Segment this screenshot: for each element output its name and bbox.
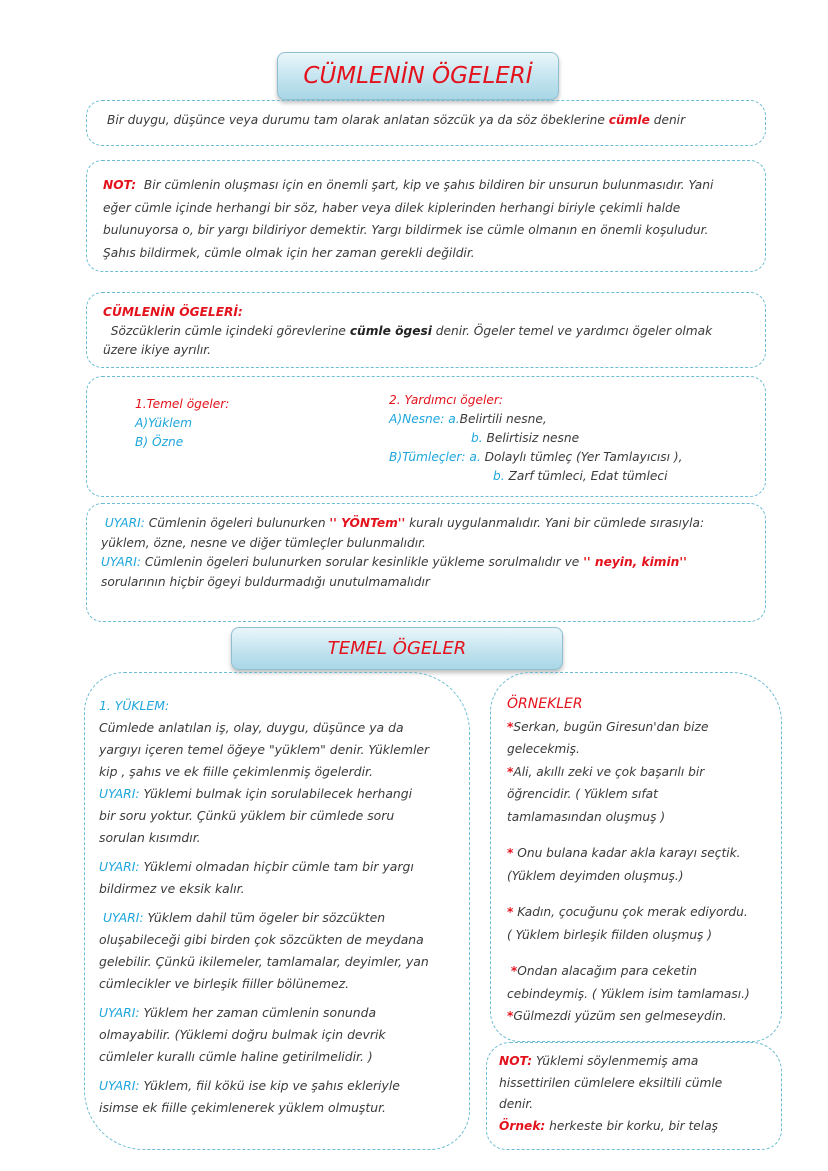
yuklem-text: Yüklem, fiil kökü ise kip ve şahıs ekleriyle <box>143 1078 400 1093</box>
asterisk-icon: * <box>507 905 514 919</box>
warning-label: UYARI: <box>99 786 140 801</box>
yuklem-text: Cümlede anlatılan iş, olay, duygu, düşünce ya da <box>99 720 404 735</box>
definition-text: Bir duygu, düşünce veya durumu tam olarak anlatan sözcük ya da söz öbeklerine <box>107 113 609 127</box>
yuklem-text: yargıyı içeren temel öğeye "yüklem" denir. Yüklemler <box>99 742 430 757</box>
warning-text: yüklem, özne, nesne ve diğer tümleçler bulunmalıdır. <box>101 535 426 550</box>
warning-label: UYARI: <box>99 1078 140 1093</box>
warning-label: UYARI: <box>102 910 144 925</box>
example-text: ( Yüklem birleşik fiilden oluşmuş ) <box>507 927 713 942</box>
example-text: gelecekmiş. <box>507 742 580 756</box>
basic-element-item: B) Özne <box>135 435 184 449</box>
aux-elements-heading: 2. Yardımcı ögeler: <box>389 393 503 407</box>
yuklem-text: bir soru yoktur. Çünkü yüklem bir cümlede soru <box>99 808 395 823</box>
item-mark: a. <box>469 450 481 464</box>
asterisk-icon: * <box>507 764 514 779</box>
yuklem-text: Yüklemi olmadan hiçbir cümle tam bir yargı <box>143 859 414 874</box>
ellipsis-note-box <box>486 1042 782 1150</box>
warning-label: UYARI: <box>101 555 141 569</box>
note-text: hissettirilen cümlelere eksiltili cümle <box>499 1075 723 1090</box>
asterisk-icon: * <box>507 1009 514 1023</box>
warning-label: UYARI: <box>99 859 140 874</box>
elements-text: Sözcüklerin cümle içindeki görevlerine <box>110 324 350 338</box>
note-label: NOT: <box>103 178 137 192</box>
yuklem-text: isimse ek fiille çekimlenerek yüklem olmuştur. <box>99 1100 386 1115</box>
example-text: tamlamasından oluşmuş ) <box>507 809 666 824</box>
warnings-box <box>86 503 766 622</box>
example-text: Ondan alacağım para ceketin <box>517 964 697 978</box>
yuklem-text: sorulan kısımdır. <box>99 830 201 845</box>
basic-elements-heading: 1.Temel ögeler: <box>135 397 230 411</box>
warning-label: UYARI: <box>104 516 145 530</box>
element-types-box <box>86 376 766 497</box>
yuklem-text: Yüklem dahil tüm ögeler bir sözcükten <box>147 910 386 925</box>
note-line: Şahıs bildirmek, cümle olmak için her zaman gerekli değildir. <box>103 245 475 260</box>
examples-box <box>490 672 782 1042</box>
yuklem-text: kip , şahıs ve ek fiille çekimlenmiş ögelerdir. <box>99 764 373 779</box>
elements-bold: cümle ögesi <box>349 324 432 338</box>
yuklem-text: cümlecikler ve birleşik fiiller bölünemez. <box>99 976 350 991</box>
tumlec-label: B)Tümleçler: <box>389 450 466 464</box>
asterisk-icon: * <box>510 964 518 978</box>
examples-heading: ÖRNEKLER <box>507 696 583 712</box>
warning-label: UYARI: <box>99 1005 140 1020</box>
yuklem-text: olmayabilir. (Yüklemi doğru bulmak için devrik <box>99 1027 386 1042</box>
definition-box <box>86 100 766 146</box>
warning-text: Cümlenin ögeleri bulunurken sorular kesinlikle yükleme sorulmalıdır ve <box>144 555 584 569</box>
example-text: Serkan, bugün Giresun'dan bize <box>513 719 709 734</box>
warning-text: kuralı uygulanmalıdır. Yani bir cümlede sırasıyla: <box>405 516 705 530</box>
example-text: (Yüklem deyimden oluşmuş.) <box>507 868 684 883</box>
elements-heading: CÜMLENİN ÖGELERİ: <box>103 305 243 319</box>
tumlec-item: Zarf tümleci, Edat tümleci <box>508 469 668 483</box>
example-text: herkeste bir korku, bir telaş <box>549 1118 719 1133</box>
definition-highlight: cümle <box>608 113 650 127</box>
tumlec-item: Dolaylı tümleç (Yer Tamlayıcısı ), <box>484 450 683 464</box>
nesne-item: Belirtili nesne, <box>459 412 547 426</box>
yuklem-text: oluşabileceği gibi birden çok sözcükten de meydana <box>99 932 424 947</box>
example-text: cebindeymiş. ( Yüklem isim tamlaması.) <box>507 986 750 1001</box>
warning-text: sorularının hiçbir ögeyi buldurmadığı unutulmamalıdır <box>101 574 430 589</box>
elements-text: denir. Ögeler temel ve yardımcı ögeler olmak <box>431 324 713 338</box>
example-text: Gülmezdi yüzüm sen gelmeseydin. <box>513 1009 727 1023</box>
nesne-label: A)Nesne: <box>389 412 445 426</box>
nesne-item: Belirtisiz nesne <box>486 431 580 445</box>
warning-highlight: '' YÖNTem'' <box>329 516 406 530</box>
note-box <box>86 160 766 272</box>
elements-box <box>86 292 766 368</box>
warning-text: Cümlenin ögeleri bulunurken <box>148 516 330 530</box>
asterisk-icon: * <box>507 846 514 860</box>
yuklem-text: Yüklemi bulmak için sorulabilecek herhangi <box>143 786 413 801</box>
item-mark: b. <box>471 431 483 445</box>
note-label: NOT: <box>499 1054 533 1068</box>
note-text: Yüklemi söylenmemiş ama <box>535 1054 699 1068</box>
example-text: Onu bulana kadar akla karayı seçtik. <box>517 846 741 860</box>
section-banner <box>231 627 563 670</box>
yuklem-text: gelebilir. Çünkü ikilemeler, tamlamalar, deyimler, yan <box>99 954 429 969</box>
yuklem-text: bildirmez ve eksik kalır. <box>99 881 245 896</box>
section-title: TEMEL ÖGELER <box>327 638 467 659</box>
yuklem-text: Yüklem her zaman cümlenin sonunda <box>143 1005 377 1020</box>
example-text: Kadın, çocuğunu çok merak ediyordu. <box>517 905 748 919</box>
item-mark: a. <box>448 412 460 426</box>
warning-highlight: '' neyin, kimin'' <box>583 555 687 569</box>
note-line: bulunuyorsa o, bir yargı bildiriyor demektir. Yargı bildirmek ise cümle olmanın en önemli koşuludur. <box>103 223 709 237</box>
item-mark: b. <box>493 469 505 483</box>
basic-element-item: A)Yüklem <box>135 416 192 430</box>
yuklem-box <box>84 672 470 1150</box>
yuklem-heading: 1. YÜKLEM: <box>99 698 170 713</box>
definition-end: denir <box>649 113 686 127</box>
note-line: Bir cümlenin oluşması için en önemli şart, kip ve şahıs bildiren bir unsurun bulunmasıdır. Yani <box>143 178 714 192</box>
asterisk-icon: * <box>507 719 514 734</box>
example-text: öğrencidir. ( Yüklem sıfat <box>507 787 658 801</box>
example-label: Örnek: <box>499 1118 546 1133</box>
note-text: denir. <box>499 1097 534 1111</box>
title-banner <box>277 52 559 100</box>
page-title: CÜMLENİN ÖGELERİ <box>303 63 533 89</box>
elements-text: üzere ikiye ayrılır. <box>103 343 212 357</box>
note-line: eğer cümle içinde herhangi bir söz, haber veya dilek kiplerinden herhangi biriyle çekimli halde <box>103 200 681 215</box>
example-text: Ali, akıllı zeki ve çok başarılı bir <box>513 764 705 779</box>
yuklem-text: cümleler kurallı cümle haline getirilmelidir. ) <box>99 1049 373 1064</box>
